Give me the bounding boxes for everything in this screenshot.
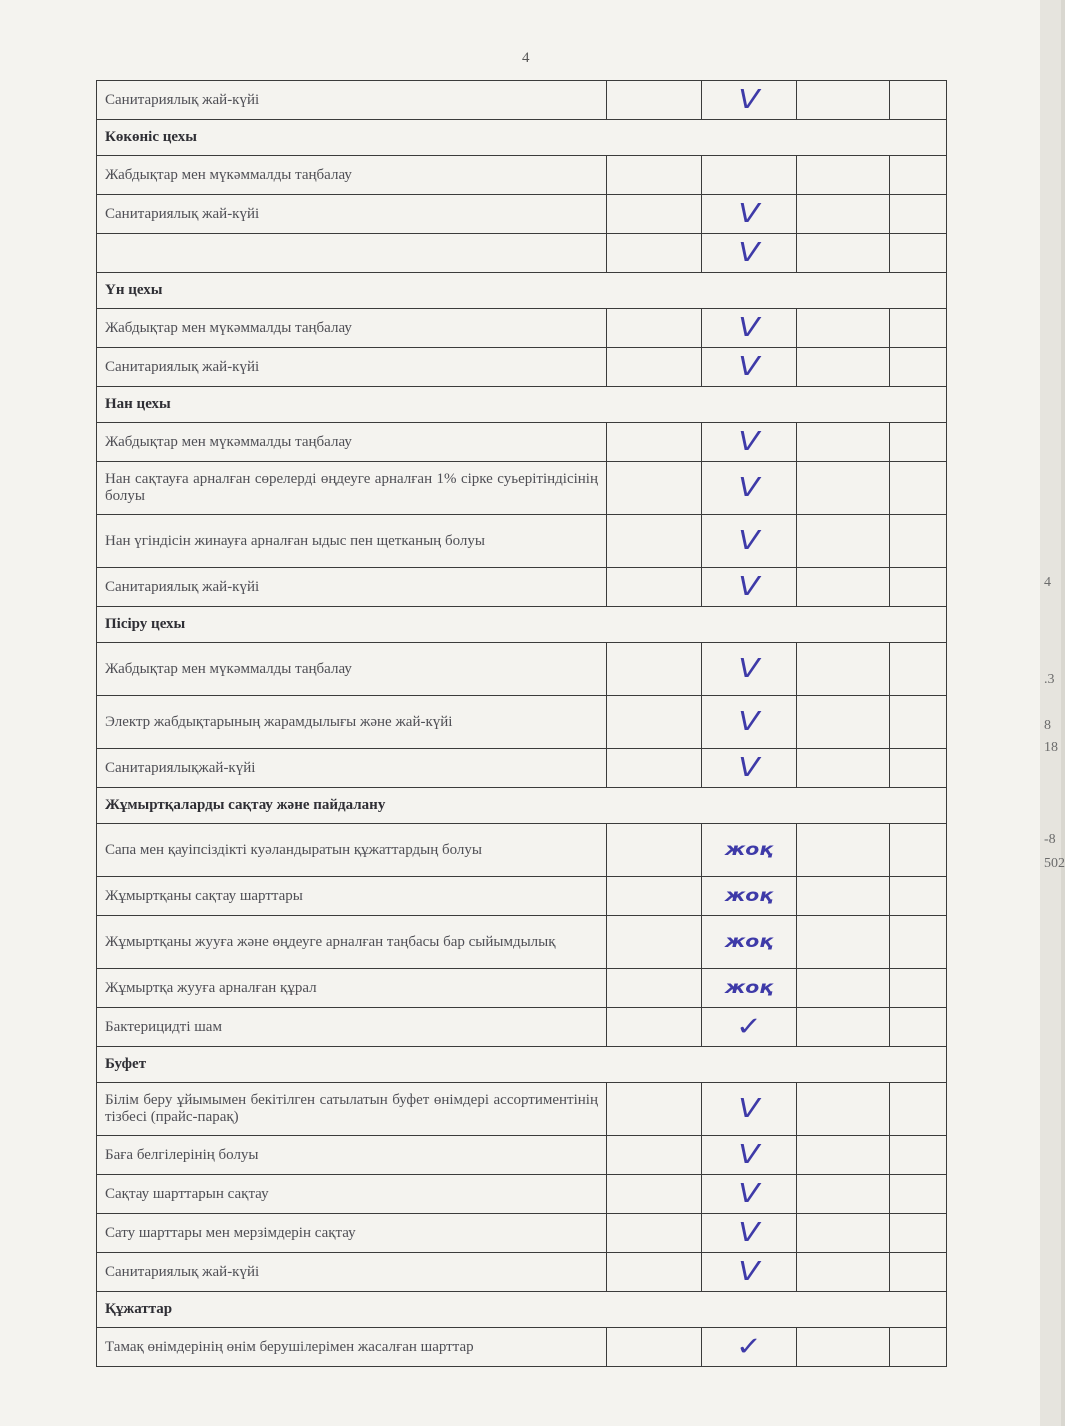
section-title: Буфет: [97, 1047, 947, 1083]
handwritten-mark: [702, 696, 797, 749]
page-number: 4: [522, 50, 530, 66]
empty-cell: [607, 969, 702, 1008]
section-header-row: [97, 788, 947, 824]
check-mark-icon: V: [738, 1256, 760, 1287]
criterion-label: Санитариялықжай-күйі: [97, 749, 607, 788]
section-title: Көкөніс цехы: [97, 120, 947, 156]
handwritten-mark: [702, 1328, 797, 1367]
empty-cell: [890, 1328, 947, 1367]
checklist-row: [97, 916, 947, 969]
handwritten-mark: [702, 348, 797, 387]
empty-cell: [797, 568, 890, 607]
checklist-row: [97, 1008, 947, 1047]
empty-cell: [607, 156, 702, 195]
empty-cell: [797, 877, 890, 916]
checklist-row: [97, 348, 947, 387]
checklist-row: [97, 749, 947, 788]
edge-mark: -8: [1044, 832, 1056, 847]
section-header-row: [97, 273, 947, 309]
checklist-row: [97, 462, 947, 515]
edge-mark: 8: [1044, 718, 1051, 733]
section-title: Пісіру цехы: [97, 607, 947, 643]
checklist-row: [97, 1253, 947, 1292]
handwritten-mark: [702, 423, 797, 462]
criterion-label: Жабдықтар мен мүкәммалды таңбалау: [97, 156, 607, 195]
empty-cell: [797, 696, 890, 749]
empty-cell: [607, 348, 702, 387]
empty-cell: [607, 1253, 702, 1292]
empty-cell: [797, 156, 890, 195]
empty-cell: [890, 1136, 947, 1175]
edge-mark: 18: [1044, 740, 1058, 755]
empty-cell: [607, 643, 702, 696]
empty-cell: [797, 749, 890, 788]
check-mark-icon: V: [738, 571, 760, 602]
handwritten-mark: [702, 156, 797, 195]
handwritten-mark: [702, 195, 797, 234]
section-title: Жұмыртқаларды сақтау және пайдалану: [97, 788, 947, 824]
checklist-row: [97, 1328, 947, 1367]
checklist-row: [97, 515, 947, 568]
criterion-label: [97, 234, 607, 273]
check-mark-icon: V: [738, 706, 760, 737]
empty-cell: [797, 1083, 890, 1136]
criterion-label: Жабдықтар мен мүкәммалды таңбалау: [97, 309, 607, 348]
section-header-row: [97, 607, 947, 643]
check-mark-icon: V: [738, 312, 760, 343]
empty-cell: [607, 877, 702, 916]
empty-cell: [890, 877, 947, 916]
checklist-body: [97, 81, 947, 1367]
criterion-label: Жұмыртқаны жууға және өңдеуге арналған таңбасы бар сыйымдылық: [97, 916, 607, 969]
handwritten-mark: [702, 749, 797, 788]
empty-cell: [797, 643, 890, 696]
empty-cell: [607, 1008, 702, 1047]
section-header-row: [97, 1292, 947, 1328]
empty-cell: [797, 234, 890, 273]
checklist-row: [97, 156, 947, 195]
empty-cell: [890, 1175, 947, 1214]
empty-cell: [607, 423, 702, 462]
handwritten-mark: [702, 515, 797, 568]
edge-mark: .3: [1044, 672, 1055, 687]
handwritten-mark: [702, 1175, 797, 1214]
criterion-label: Электр жабдықтарының жарамдылығы және жай-күйі: [97, 696, 607, 749]
handwritten-mark: [702, 1214, 797, 1253]
criterion-label: Нан үгіндісін жинауға арналған ыдыс пен щетканың болуы: [97, 515, 607, 568]
empty-cell: [607, 1175, 702, 1214]
check-mark-icon: V: [738, 525, 760, 556]
empty-cell: [890, 1083, 947, 1136]
criterion-label: Баға белгілерінің болуы: [97, 1136, 607, 1175]
criterion-label: Санитариялық жай-күйі: [97, 195, 607, 234]
empty-cell: [797, 81, 890, 120]
handwritten-mark: [702, 643, 797, 696]
checklist-row: [97, 568, 947, 607]
check-mark-icon: V: [738, 351, 760, 382]
empty-cell: [797, 916, 890, 969]
check-mark-icon: V: [738, 426, 760, 457]
check-mark-icon: V: [738, 472, 760, 503]
handwritten-mark: [702, 824, 797, 877]
criterion-label: Тамақ өнімдерінің өнім берушілерімен жасалған шарттар: [97, 1328, 607, 1367]
inspection-checklist-table: [96, 80, 947, 1367]
handwritten-mark: [702, 916, 797, 969]
empty-cell: [797, 309, 890, 348]
handwritten-mark: [702, 1253, 797, 1292]
empty-cell: [797, 824, 890, 877]
empty-cell: [890, 696, 947, 749]
empty-cell: [890, 568, 947, 607]
empty-cell: [797, 348, 890, 387]
empty-cell: [607, 81, 702, 120]
checklist-row: [97, 1136, 947, 1175]
criterion-label: Жұмыртқаны сақтау шарттары: [97, 877, 607, 916]
checklist-row: [97, 1214, 947, 1253]
check-mark-icon: V: [738, 1217, 760, 1248]
adjacent-page-edge: [1040, 0, 1061, 1426]
empty-cell: [890, 1214, 947, 1253]
criterion-label: Санитариялық жай-күйі: [97, 348, 607, 387]
empty-cell: [607, 309, 702, 348]
check-mark-icon: ✓: [735, 1331, 763, 1362]
check-mark-icon: V: [738, 198, 760, 229]
handwritten-mark: [702, 1136, 797, 1175]
empty-cell: [797, 515, 890, 568]
check-mark-icon: V: [738, 1139, 760, 1170]
check-mark-icon: V: [738, 237, 760, 268]
check-mark-icon: V: [738, 1178, 760, 1209]
edge-mark: 4: [1044, 575, 1051, 590]
section-header-row: [97, 387, 947, 423]
criterion-label: Санитариялық жай-күйі: [97, 1253, 607, 1292]
empty-cell: [607, 1328, 702, 1367]
checklist-row: [97, 877, 947, 916]
criterion-label: Сату шарттары мен мерзімдерін сақтау: [97, 1214, 607, 1253]
criterion-label: Жабдықтар мен мүкәммалды таңбалау: [97, 643, 607, 696]
handwritten-mark: [702, 1083, 797, 1136]
check-mark-icon: ✓: [735, 1011, 763, 1042]
empty-cell: [890, 156, 947, 195]
empty-cell: [797, 1214, 890, 1253]
check-mark-icon: V: [738, 752, 760, 783]
checklist-row: [97, 1175, 947, 1214]
handwritten-word: жоқ: [724, 885, 774, 906]
empty-cell: [607, 749, 702, 788]
empty-cell: [890, 423, 947, 462]
handwritten-mark: [702, 969, 797, 1008]
edge-mark: 502: [1044, 856, 1065, 871]
checklist-row: [97, 423, 947, 462]
empty-cell: [890, 643, 947, 696]
checklist-row: [97, 696, 947, 749]
check-mark-icon: V: [738, 1093, 760, 1124]
handwritten-mark: [702, 309, 797, 348]
empty-cell: [797, 1136, 890, 1175]
handwritten-mark: [702, 462, 797, 515]
empty-cell: [890, 309, 947, 348]
check-mark-icon: V: [738, 653, 760, 684]
empty-cell: [607, 824, 702, 877]
empty-cell: [890, 348, 947, 387]
empty-cell: [890, 81, 947, 120]
empty-cell: [607, 462, 702, 515]
criterion-label: Білім беру ұйымымен бекітілген сатылатын буфет өнімдері ассортиментінің тізбесі (прайс-парақ): [97, 1083, 607, 1136]
checklist-row: [97, 824, 947, 877]
empty-cell: [797, 195, 890, 234]
empty-cell: [890, 824, 947, 877]
handwritten-word: жоқ: [724, 839, 774, 860]
checklist-row: [97, 643, 947, 696]
empty-cell: [890, 749, 947, 788]
section-title: Нан цехы: [97, 387, 947, 423]
empty-cell: [607, 195, 702, 234]
empty-cell: [607, 1136, 702, 1175]
handwritten-mark: [702, 877, 797, 916]
empty-cell: [607, 696, 702, 749]
empty-cell: [607, 568, 702, 607]
criterion-label: Сапа мен қауіпсіздікті куәландыратын құжаттардың болуы: [97, 824, 607, 877]
empty-cell: [890, 1008, 947, 1047]
checklist-row: [97, 234, 947, 273]
empty-cell: [797, 1008, 890, 1047]
handwritten-word: жоқ: [724, 977, 774, 998]
empty-cell: [607, 1214, 702, 1253]
empty-cell: [890, 234, 947, 273]
empty-cell: [890, 462, 947, 515]
empty-cell: [797, 423, 890, 462]
section-title: Үн цехы: [97, 273, 947, 309]
criterion-label: Санитариялық жай-күйі: [97, 568, 607, 607]
checklist-row: [97, 1083, 947, 1136]
handwritten-mark: [702, 568, 797, 607]
section-header-row: [97, 120, 947, 156]
check-mark-icon: V: [738, 84, 760, 115]
checklist-row: [97, 195, 947, 234]
handwritten-mark: [702, 234, 797, 273]
handwritten-mark: [702, 81, 797, 120]
empty-cell: [607, 916, 702, 969]
section-header-row: [97, 1047, 947, 1083]
empty-cell: [797, 1175, 890, 1214]
empty-cell: [797, 462, 890, 515]
empty-cell: [890, 969, 947, 1008]
checklist-row: [97, 969, 947, 1008]
empty-cell: [890, 195, 947, 234]
empty-cell: [797, 1328, 890, 1367]
empty-cell: [890, 1253, 947, 1292]
empty-cell: [890, 515, 947, 568]
empty-cell: [797, 969, 890, 1008]
criterion-label: Нан сақтауға арналған сөрелерді өңдеуге арналған 1% сірке суьерітіндісінің болуы: [97, 462, 607, 515]
empty-cell: [607, 1083, 702, 1136]
criterion-label: Жабдықтар мен мүкәммалды таңбалау: [97, 423, 607, 462]
section-title: Құжаттар: [97, 1292, 947, 1328]
criterion-label: Бактерицидті шам: [97, 1008, 607, 1047]
empty-cell: [607, 515, 702, 568]
handwritten-mark: [702, 1008, 797, 1047]
empty-cell: [607, 234, 702, 273]
criterion-label: Жұмыртқа жууға арналған құрал: [97, 969, 607, 1008]
checklist-row: [97, 81, 947, 120]
handwritten-word: жоқ: [724, 931, 774, 952]
criterion-label: Сақтау шарттарын сақтау: [97, 1175, 607, 1214]
empty-cell: [797, 1253, 890, 1292]
criterion-label: Санитариялық жай-күйі: [97, 81, 607, 120]
checklist-row: [97, 309, 947, 348]
empty-cell: [890, 916, 947, 969]
